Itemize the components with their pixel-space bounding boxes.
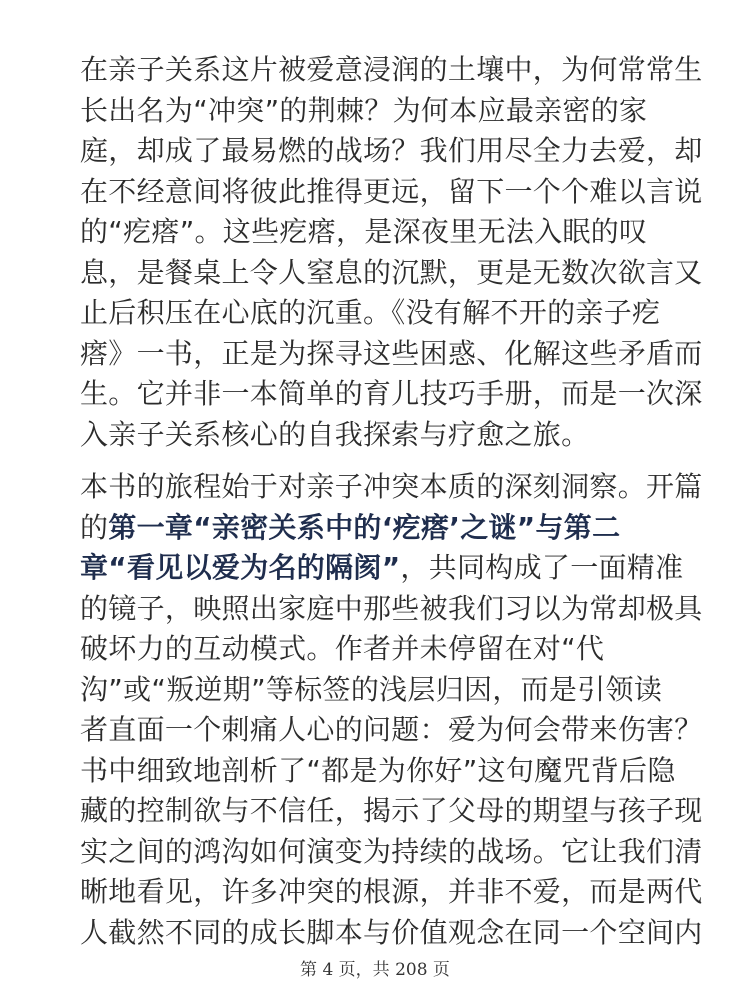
chapter-titles-emphasis: 第一章“亲密关系中的‘疙瘩’之谜”与第二 [108, 510, 621, 544]
text-line: 长出名为“冲突”的荆棘？为何本应最亲密的家 [80, 93, 648, 127]
text-line: 入亲子关系核心的自我探索与疗愈之旅。 [80, 417, 590, 451]
text-line: 本书的旅程始于对亲子冲突本质的深刻洞察。开篇 [80, 470, 703, 503]
text-line: 的“疙瘩”。这些疙瘩，是深夜里无法入眠的叹 [80, 215, 648, 248]
text-line: 生。它并非一本简单的育儿技巧手册，而是一次深 [80, 377, 703, 410]
text-line: 止后积压在心底的沉重。《没有解不开的亲子疙 [80, 296, 661, 329]
page-number-footer: 第 4 页，共 208 页 [300, 960, 450, 980]
text-line [80, 548, 684, 589]
text-line: 的镜子，映照出家庭中那些被我们习以为常却极具 [80, 591, 703, 625]
text-line: 在不经意间将彼此推得更远，留下一个个难以言说 [80, 174, 703, 208]
paragraph-spacer [80, 455, 680, 467]
text-line: 沟”或“叛逆期”等标签的浅层归因，而是引领读 [80, 672, 663, 706]
text-line: 庭，却成了最易燃的战场？我们用尽全力去爱，却 [80, 134, 703, 167]
text-run: ，共同构成了一面精准 [400, 551, 684, 584]
text-line: 瘩》一书，正是为探寻这些困惑、化解这些矛盾而 [80, 336, 703, 370]
text-run: 的 [80, 510, 109, 544]
text-line: 实之间的鸿沟如何演变为持续的战场。它让我们清 [80, 834, 703, 868]
text-line: 人截然不同的成长脚本与价值观念在同一个空间内 [80, 915, 703, 949]
text-line: 书中细致地剖析了“都是为你好”这句魔咒背后隐 [80, 753, 676, 787]
text-line: 在亲子关系这片被爱意浸润的土壤中，为何常常生 [80, 53, 703, 86]
body-text [80, 50, 703, 953]
text-line: 息，是餐桌上令人窒息的沉默，更是无数次欲言又 [80, 255, 703, 289]
paragraph-1 [80, 50, 703, 455]
text-line: 藏的控制欲与不信任，揭示了父母的期望与孩子现 [80, 794, 703, 827]
text-line: 者直面一个刺痛人心的问题：爱为何会带来伤害？ [80, 713, 703, 746]
text-line: 破坏力的互动模式。作者并未停留在对“代 [80, 632, 605, 665]
chapter-titles-emphasis: 章“看见以爱为名的隔阂” [80, 551, 401, 584]
paragraph-2 [80, 467, 703, 953]
text-line [80, 508, 680, 549]
text-line: 晰地看见，许多冲突的根源，并非不爱，而是两代 [80, 875, 703, 908]
